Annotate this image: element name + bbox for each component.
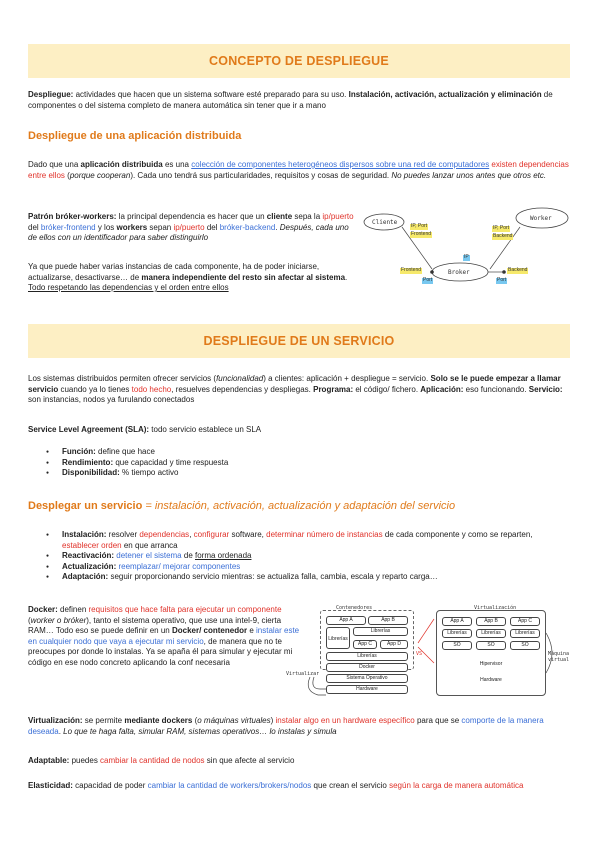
desplegar-list: [28, 530, 558, 583]
subtitle-desplegar-servicio: Desplegar un servicio = instalación, activación, actualización y adaptación del servicio: [28, 500, 456, 512]
vm-app-b: App B: [476, 617, 506, 626]
host-os-layer: Sistema Operativo: [326, 674, 408, 683]
container-app-d: App D: [380, 640, 408, 649]
container-libs-c: Librerías: [326, 652, 408, 661]
container-libs-a: Librerías: [326, 627, 350, 649]
virtualizar-label: Virtualizar: [286, 671, 320, 677]
sticky-broker-back-port: Port: [497, 277, 507, 283]
docker-vs-vm-diagram: [286, 603, 578, 701]
paragraph-aplicacion-distribuida: Dado que una aplicación distribuida es una colección de componentes heterogéneos dispersos sobre una red de computadores existen dependencias entre ellos (porque cooperan). Cada uno tendrá sus particularidades, requisitos y cosas de seguridad. No puedes lanzar unos antes que otros etc.: [28, 160, 569, 180]
paragraph-elasticidad: Elasticidad: capacidad de poder cambiar la cantidad de workers/brokers/nodos que crean el servicio según la carga de manera automática: [28, 781, 524, 790]
paragraph-instancias: Ya que puede haber varias instancias de cada componente, ha de poder iniciarse, actualizarse, desactivarse… de manera independiente del resto sin afectar al sistema. Todo respetando las dependencias y el orden entre ellos: [28, 262, 348, 292]
maquina-virtual-label: Máquina virtual: [548, 651, 570, 663]
hypervisor-layer: Hipervisor: [442, 661, 540, 670]
vm-os-c: SO: [510, 641, 540, 650]
vm-libs-c: Librerías: [510, 629, 540, 638]
list-item: ● Instalación: resolver dependencias, configurar software, determinar número de instancias de cada componente y como se reparten, establecer orden en que arranca: [28, 530, 558, 551]
list-item: ● Disponibilidad: % tiempo activo: [28, 468, 576, 479]
vm-app-a: App A: [442, 617, 472, 626]
vm-hardware-layer: Hardware: [442, 677, 540, 686]
vm-libs-a: Librerías: [442, 629, 472, 638]
sticky-worker-ip-port: IP, Port: [493, 225, 510, 231]
vm-os-b: SO: [476, 641, 506, 650]
sla-list: [28, 447, 576, 479]
list-item: ● Actualización: reemplazar/ mejorar componentes: [28, 562, 558, 573]
paragraph-despliegue-definition: Despliegue: actividades que hacen que un sistema software esté preparado para su uso. Instalación, activación, actualización y eliminación de componentes o del sistema completo de manera automática sin tener que ir a mano: [28, 90, 553, 110]
broker-workers-diagram: [360, 205, 575, 295]
sticky-broker-frontend: Frontend: [401, 267, 422, 273]
containers-title: Contenedores: [336, 605, 373, 611]
hardware-layer: Hardware: [326, 685, 408, 694]
list-item: ● Rendimiento: que capacidad y time respuesta: [28, 458, 576, 469]
sticky-client-frontend: Frontend: [411, 231, 432, 237]
list-item: ● Reactivación: detener el sistema de forma ordenada: [28, 551, 558, 562]
section-banner-concepto: [28, 44, 570, 78]
sticky-broker-ip: IP: [464, 254, 469, 260]
vm-os-a: SO: [442, 641, 472, 650]
paragraph-servicios: Los sistemas distribuidos permiten ofrecer servicios (funcionalidad) a clientes: aplicación + despliegue = servicio. Solo se le puede empezar a llamar servicio cuando ya lo tienes todo hecho, resuelves dependencias y despliegas. Programa: el código/ fichero. Aplicación: eso funcionando. Servicio: son instancias, nodos ya furulando conectados: [28, 374, 563, 404]
list-item: ● Adaptación: seguir proporcionando servicio mientras: se actualiza falla, cambia, escala y reparto carga…: [28, 572, 558, 583]
container-app-a: App A: [326, 616, 366, 625]
sticky-broker-backend: Backend: [508, 267, 528, 273]
section-title: DESPLIEGUE DE UN SERVICIO: [203, 333, 395, 348]
sticky-broker-front-port: Port: [423, 277, 433, 283]
vm-app-c: App C: [510, 617, 540, 626]
paragraph-adaptable: Adaptable: puedes cambiar la cantidad de nodos sin que afecte al servicio: [28, 756, 295, 765]
paragraph-sla: Service Level Agreement (SLA): todo servicio establece un SLA: [28, 425, 262, 434]
diagram-client-label: Cliente: [372, 219, 398, 226]
subtitle-aplicacion-distribuida: Despliegue de una aplicación distribuida: [28, 130, 242, 142]
container-libs-b: Librerías: [353, 627, 408, 636]
sticky-worker-backend: Backend: [493, 233, 513, 239]
docker-layer: Docker: [326, 663, 408, 672]
paragraph-virtualizacion: Virtualización: se permite mediante dockers (o máquinas virtuales) instalar algo en un hardware específico para que se comporte de la manera deseada. Lo que te haga falta, simular RAM, sistemas operativos… lo instalas y simula: [28, 716, 544, 736]
section-banner-servicio: [28, 324, 570, 358]
vm-libs-b: Librerías: [476, 629, 506, 638]
container-app-b: App B: [368, 616, 408, 625]
virtualization-title: Virtualización: [474, 605, 517, 611]
paragraph-broker-workers: Patrón bróker-workers: la principal dependencia es hacer que un cliente sepa la ip/puerto del bróker-frontend y los workers sepan ip/puerto del bróker-backend. Después, cada uno de ellos con un identificador para saber distinguirlo: [28, 212, 354, 242]
section-title: CONCEPTO DE DESPLIEGUE: [209, 53, 389, 68]
list-item: ● Función: define que hace: [28, 447, 576, 458]
container-app-c: App C: [353, 640, 377, 649]
paragraph-docker: Docker: definen requisitos que hace falta para ejecutar un componente (worker o bróker), tanto el sistema operativo, que use una intel-9, cierta RAM… Todo eso se puede definir en un Docker/ contenedor e instalar este en cualquier nodo que vaya a ejecutar mi servicio, de manera que no te preocupes por donde lo instalas. Ya se apaña él para simular y ejecutar mi código en ese nodo concreto aplicando la conf necesaria: [28, 605, 300, 667]
sticky-client-ip-port: IP, Port: [411, 223, 428, 229]
diagram-worker-label: Worker: [530, 215, 552, 222]
diagram-broker-label: Broker: [448, 269, 470, 276]
vs-label: VS: [416, 651, 423, 657]
